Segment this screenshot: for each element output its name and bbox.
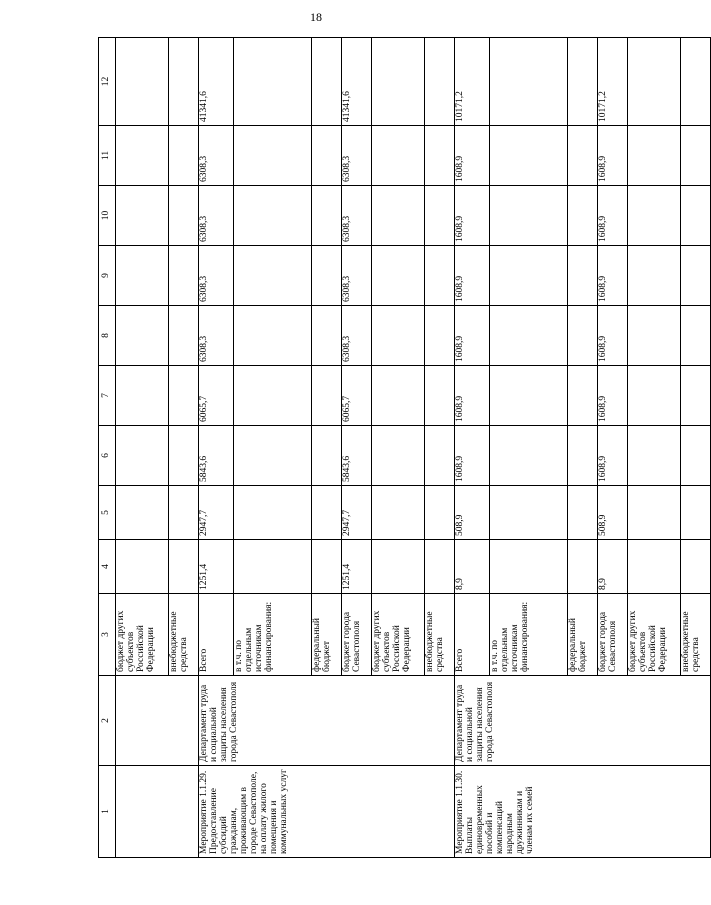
value-cell — [628, 246, 681, 306]
value-cell — [681, 426, 711, 486]
value-cell: 2947,7 — [342, 486, 372, 540]
value-cell — [234, 186, 312, 246]
value-cell — [312, 540, 342, 594]
value-cell — [312, 126, 342, 186]
value-cell — [372, 426, 425, 486]
value-cell — [116, 186, 169, 246]
value-cell — [425, 38, 455, 126]
value-cell — [234, 38, 312, 126]
source-cell: бюджет других субъектов Российской Федерации — [628, 594, 681, 676]
table-frame — [98, 38, 701, 858]
continuation-row — [116, 38, 169, 858]
value-cell — [169, 186, 199, 246]
value-cell — [116, 486, 169, 540]
source-cell: внебюджетные средства — [681, 594, 711, 676]
source-cell: бюджет города Севастополя — [598, 594, 628, 676]
value-cell — [234, 366, 312, 426]
value-cell — [425, 306, 455, 366]
value-cell — [568, 38, 598, 126]
event-name-cell: Мероприятие 1.1.29. Предоставление субсидий гражданам, проживающим в городе Севастополе, на оплату жилого помещения и коммунальных услуг — [199, 766, 455, 858]
value-cell: 5843,6 — [342, 426, 372, 486]
value-cell — [628, 540, 681, 594]
executor-cell: Департамент труда и социальной защиты населения города Севастополя — [455, 676, 711, 766]
value-cell — [628, 38, 681, 126]
column-number: 2 — [99, 676, 116, 766]
value-cell — [116, 426, 169, 486]
value-cell: 1608,9 — [598, 186, 628, 246]
page-number: 18 — [310, 10, 322, 24]
value-cell — [425, 366, 455, 426]
financing-row — [455, 38, 490, 858]
value-cell — [169, 246, 199, 306]
value-cell — [628, 306, 681, 366]
source-cell: бюджет города Севастополя — [342, 594, 372, 676]
value-cell: 41341,6 — [342, 38, 372, 126]
value-cell: 1608,9 — [598, 246, 628, 306]
source-cell: федеральный бюджет — [312, 594, 342, 676]
value-cell — [169, 306, 199, 366]
value-cell — [169, 38, 199, 126]
source-cell: бюджет других субъектов Российской Федерации — [116, 594, 169, 676]
value-cell — [490, 186, 568, 246]
value-cell — [681, 486, 711, 540]
value-cell — [490, 306, 568, 366]
column-number: 3 — [99, 594, 116, 676]
column-number: 6 — [99, 426, 116, 486]
value-cell: 1608,9 — [455, 426, 490, 486]
value-cell — [169, 426, 199, 486]
value-cell — [234, 246, 312, 306]
event-name-cell: Мероприятие 1.1.30. Выплаты единовременных пособий и компенсаций народным дружинникам и членам их семей — [455, 766, 711, 858]
column-number: 9 — [99, 246, 116, 306]
value-cell — [568, 246, 598, 306]
value-cell — [568, 426, 598, 486]
value-cell — [116, 540, 169, 594]
value-cell — [681, 306, 711, 366]
source-cell: в т.ч. по отдельным источникам финансирования: — [234, 594, 312, 676]
value-cell — [628, 426, 681, 486]
value-cell — [372, 126, 425, 186]
value-cell: 8,9 — [598, 540, 628, 594]
value-cell — [490, 366, 568, 426]
value-cell — [169, 126, 199, 186]
financing-row — [199, 38, 234, 858]
budget-table — [98, 37, 711, 858]
value-cell: 1608,9 — [455, 366, 490, 426]
value-cell — [312, 38, 342, 126]
value-cell: 6308,3 — [199, 246, 234, 306]
value-cell — [490, 486, 568, 540]
rotated-table-wrapper — [98, 38, 701, 858]
value-cell — [425, 246, 455, 306]
value-cell — [681, 186, 711, 246]
column-number: 1 — [99, 766, 116, 858]
value-cell — [681, 126, 711, 186]
value-cell — [568, 126, 598, 186]
column-number: 10 — [99, 186, 116, 246]
value-cell: 1608,9 — [455, 126, 490, 186]
source-cell: федеральный бюджет — [568, 594, 598, 676]
value-cell — [568, 186, 598, 246]
column-number-row — [99, 38, 116, 858]
value-cell — [169, 486, 199, 540]
value-cell: 508,9 — [598, 486, 628, 540]
continuation-event-cell — [116, 766, 199, 858]
value-cell: 10171,2 — [598, 38, 628, 126]
value-cell — [425, 540, 455, 594]
value-cell: 5843,6 — [199, 426, 234, 486]
value-cell — [234, 540, 312, 594]
value-cell — [312, 306, 342, 366]
value-cell — [681, 38, 711, 126]
column-number: 11 — [99, 126, 116, 186]
value-cell: 6308,3 — [199, 126, 234, 186]
value-cell: 6308,3 — [342, 306, 372, 366]
value-cell — [312, 486, 342, 540]
value-cell — [681, 540, 711, 594]
value-cell — [490, 540, 568, 594]
value-cell: 10171,2 — [455, 38, 490, 126]
value-cell: 1251,4 — [342, 540, 372, 594]
value-cell — [372, 246, 425, 306]
value-cell — [169, 366, 199, 426]
value-cell: 1608,9 — [455, 186, 490, 246]
value-cell — [372, 366, 425, 426]
value-cell — [372, 186, 425, 246]
value-cell — [681, 246, 711, 306]
value-cell — [234, 306, 312, 366]
value-cell — [568, 540, 598, 594]
value-cell: 1608,9 — [455, 246, 490, 306]
value-cell — [312, 426, 342, 486]
value-cell — [372, 540, 425, 594]
value-cell — [234, 426, 312, 486]
value-cell: 1251,4 — [199, 540, 234, 594]
column-number: 12 — [99, 38, 116, 126]
source-cell: внебюджетные средства — [425, 594, 455, 676]
source-cell: бюджет других субъектов Российской Федерации — [372, 594, 425, 676]
value-cell — [568, 486, 598, 540]
value-cell: 8,9 — [455, 540, 490, 594]
source-cell: внебюджетные средства — [169, 594, 199, 676]
value-cell — [116, 246, 169, 306]
value-cell: 508,9 — [455, 486, 490, 540]
value-cell — [681, 366, 711, 426]
value-cell — [312, 186, 342, 246]
value-cell — [628, 186, 681, 246]
column-number: 7 — [99, 366, 116, 426]
value-cell — [568, 306, 598, 366]
value-cell: 6308,3 — [342, 126, 372, 186]
value-cell — [312, 246, 342, 306]
value-cell — [116, 366, 169, 426]
value-cell — [490, 126, 568, 186]
value-cell — [116, 126, 169, 186]
column-number: 8 — [99, 306, 116, 366]
value-cell — [425, 426, 455, 486]
value-cell — [116, 306, 169, 366]
value-cell — [490, 246, 568, 306]
source-cell: Всего — [199, 594, 234, 676]
value-cell: 1608,9 — [598, 126, 628, 186]
executor-cell: Департамент труда и социальной защиты населения города Севастополя — [199, 676, 455, 766]
value-cell — [425, 186, 455, 246]
source-cell: Всего — [455, 594, 490, 676]
value-cell — [490, 426, 568, 486]
continuation-executor-cell — [116, 676, 199, 766]
value-cell — [372, 486, 425, 540]
value-cell — [234, 486, 312, 540]
value-cell: 1608,9 — [598, 306, 628, 366]
value-cell: 1608,9 — [598, 366, 628, 426]
value-cell: 6308,3 — [199, 186, 234, 246]
value-cell — [490, 38, 568, 126]
value-cell — [425, 126, 455, 186]
value-cell — [628, 486, 681, 540]
source-cell: в т.ч. по отдельным источникам финансирования: — [490, 594, 568, 676]
value-cell: 2947,7 — [199, 486, 234, 540]
value-cell — [169, 540, 199, 594]
value-cell: 6308,3 — [342, 186, 372, 246]
value-cell — [372, 306, 425, 366]
value-cell — [628, 126, 681, 186]
value-cell — [116, 38, 169, 126]
value-cell — [425, 486, 455, 540]
value-cell: 6065,7 — [342, 366, 372, 426]
value-cell: 1608,9 — [455, 306, 490, 366]
value-cell: 41341,6 — [199, 38, 234, 126]
value-cell: 6308,3 — [342, 246, 372, 306]
value-cell: 1608,9 — [598, 426, 628, 486]
value-cell: 6308,3 — [199, 306, 234, 366]
value-cell — [568, 366, 598, 426]
value-cell — [628, 366, 681, 426]
value-cell — [312, 366, 342, 426]
value-cell: 6065,7 — [199, 366, 234, 426]
column-number: 5 — [99, 486, 116, 540]
column-number: 4 — [99, 540, 116, 594]
value-cell — [372, 38, 425, 126]
value-cell — [234, 126, 312, 186]
